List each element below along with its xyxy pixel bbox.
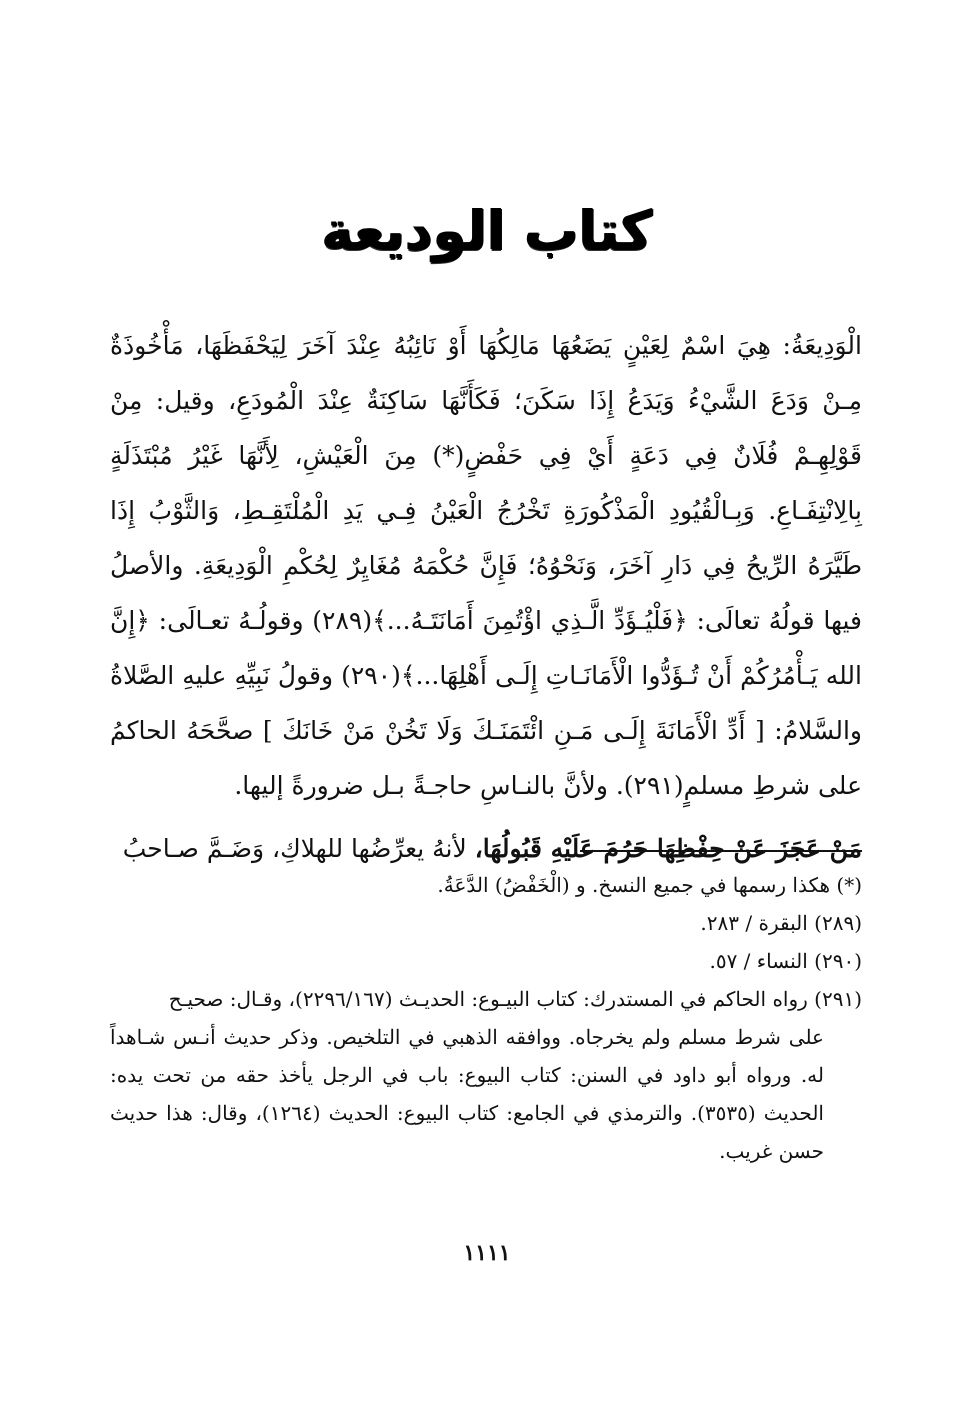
footnote-289: (٢٨٩) البقرة / ٢٨٣.	[700, 911, 862, 935]
footnote-separator	[580, 850, 862, 852]
page-number: ١١١١	[463, 1240, 511, 1266]
ruling-rest-text: لأنهُ يعرِّضُها للهلاكِ، وَضَـمَّ صـاحبُ	[122, 834, 475, 863]
footnotes	[110, 866, 862, 1170]
definition-paragraph: الْوَدِيعَةُ: هِيَ اسْمٌ لِعَيْنٍ يَضَعُهَا مَالِكُهَا أَوْ نَائِبُهُ عِنْدَ آخَرَ لِيَحْفَظَهَا، مَأْخُوذَةٌ مِـنْ وَدَعَ الشَّيْءُ وَيَدَعُ إِذَا سَكَنَ؛ فَكَأَنَّهَا سَاكِنَةٌ عِنْدَ الْمُودَعِ، وقيل: مِنْ قَوْلِهِـمْ فُلَانٌ فِي دَعَةٍ أَيْ فِي حَفْضٍ(*) مِنَ الْعَيْشِ، لِأَنَّهَا غَيْرُ مُبْتَذَلَةٍ بِالِانْتِفَـاعِ. وَبِـالْقُيُودِ الْمَذْكُورَةِ تَخْرُجُ الْعَيْنُ فِـي يَدِ الْمُلْتَقِـطِ، وَالثَّوْبُ إِذَا طَيَّرَهُ الرِّيحُ فِي دَارِ آخَرَ، وَنَحْوُهُ؛ فَإِنَّ حُكْمَهُ مُغَايِرٌ لِحُكْمِ الْوَدِيعَةِ. والأصلُ فيها قولُهُ تعالَى: ﴿فَلْيُـؤَدِّ الَّـذِي اؤْتُمِنَ أَمَانَتَـهُ...﴾(٢٨٩) وقولُـهُ تعـالَى: ﴿إِنَّ الله يَـأْمُرُكُمْ أَنْ تُـؤَدُّوا الْأَمَانَـاتِ إِلَـى أَهْلِهَا...﴾(٢٩٠) وقولُ نَبِيِّهِ عليهِ الصَّلاةُ والسَّلامُ: [ أَدِّ الْأَمَانَةَ إِلَـى مَـنِ ائْتَمَنَـكَ وَلَا تَخُنْ مَنْ خَانَكَ ] صحَّحَهُ الحاكمُ على شرطِ مسلمٍ(٢٩١). ولأنَّ بالنـاسِ حاجـةً بـل ضرورةً إليها.	[110, 331, 862, 800]
main-body	[110, 318, 862, 876]
chapter-title-wrap	[0, 196, 974, 266]
footnote-291-first-line: (٢٩١) رواه الحاكم في المستدرك: كتاب البيـوع: الحديـث (٢٢٩٦/١٦٧)، وقـال: صحيـح	[168, 987, 862, 1011]
footnote-star: (*) هكذا رسمها في جميع النسخ. و (الْخَفْضُ) الدَّعَةُ.	[437, 873, 862, 897]
chapter-title: كتاب الوديعة	[321, 199, 653, 262]
footnote-290: (٢٩٠) النساء / ٥٧.	[709, 949, 862, 973]
footnote-291-continuation: على شرط مسلم ولم يخرجاه. ووافقه الذهبي في التلخيص. وذكر حديث أنـس شـاهداً له. ورواه أبو داود في السنن: كتاب البيوع: باب في الرجل يأخذ حقه من تحت يده: الحديث (٣٥٣٥). والترمذي في الجامع: كتاب البيوع: الحديث (١٢٦٤)، وقال: هذا حديث حسن غريب.	[110, 1025, 824, 1163]
ruling-bold-text: مَنْ عَجَزَ عَنْ حِفْظِهَا حَرُمَ عَلَيْهِ قَبُولُهَا،	[474, 834, 862, 863]
